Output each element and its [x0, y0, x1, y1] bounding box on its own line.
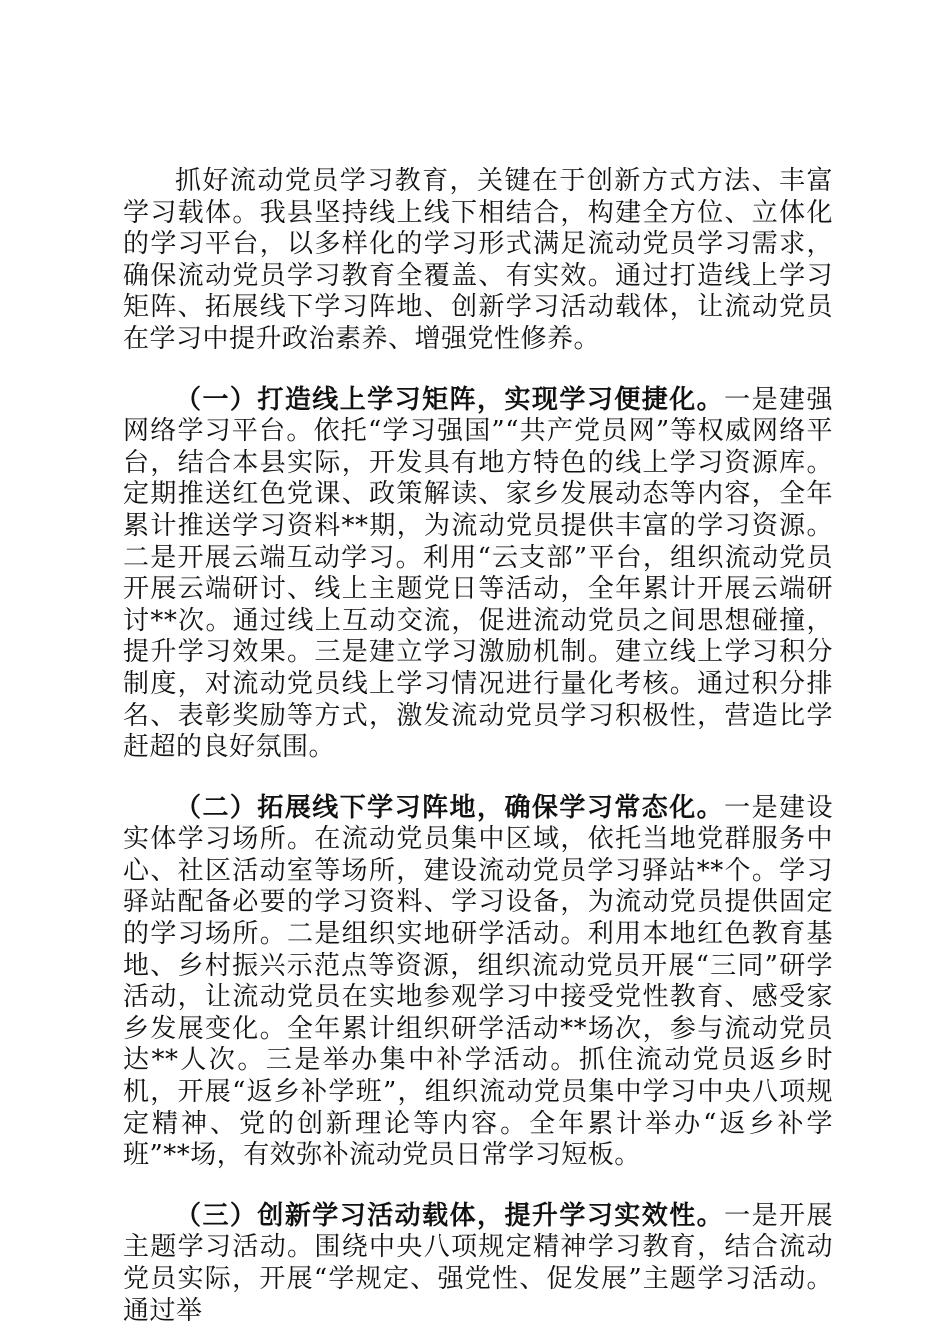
section-3-heading: （三）创新学习活动载体，提升学习实效性。: [175, 1200, 725, 1231]
section-2-heading: （二）拓展线下学习阵地，确保学习常态化。: [175, 792, 725, 823]
section-3-text: 一是开展主题学习活动。围绕中央八项规定精神学习教育，结合流动党员实际，开展“学规定、强党性、促发展”主题学习活动。通过举: [123, 1200, 833, 1326]
paragraph-intro-text: 抓好流动党员学习教育，关键在于创新方式方法、丰富学习载体。我县坚持线上线下相结合，构建全方位、立体化的学习平台，以多样化的学习形式满足流动党员学习需求，确保流动党员学习教育全覆盖、有实效。通过打造线上学习矩阵、拓展线下学习阵地、创新学习活动载体，让流动党员在学习中提升政治素养、增强党性修养。: [123, 166, 833, 354]
section-2-text: 一是建设实体学习场所。在流动党员集中区域，依托当地党群服务中心、社区活动室等场所，建设流动党员学习驿站**个。学习驿站配备必要的学习资料、学习设备，为流动党员提供固定的学习场所。二是组织实地研学活动。利用本地红色教育基地、乡村振兴示范点等资源，组织流动党员开展“三同”研学活动，让流动党员在实地参观学习中接受党性教育、感受家乡发展变化。全年累计组织研学活动**场次，参与流动党员达**人次。三是举办集中补学活动。抓住流动党员返乡时机，开展“返乡补学班”，组织流动党员集中学习中央八项规定精神、党的创新理论等内容。全年累计举办“返乡补学班”**场，有效弥补流动党员日常学习短板。: [123, 792, 833, 1171]
paragraph-intro: [123, 166, 833, 356]
section-1-text: 一是建强网络学习平台。依托“学习强国”“共产党员网”等权威网络平台，结合本县实际，开发具有地方特色的线上学习资源库。定期推送红色党课、政策解读、家乡发展动态等内容，全年累计推送学习资料**期，为流动党员提供丰富的学习资源。二是开展云端互动学习。利用“云支部”平台，组织流动党员开展云端研讨、线上主题党日等活动，全年累计开展云端研讨**次。通过线上互动交流，促进流动党员之间思想碰撞，提升学习效果。三是建立学习激励机制。建立线上学习积分制度，对流动党员线上学习情况进行量化考核。通过积分排名、表彰奖励等方式，激发流动党员学习积极性，营造比学赶超的良好氛围。: [123, 384, 833, 763]
paragraph-section-3: [123, 1201, 833, 1327]
paragraph-section-1: [123, 385, 833, 764]
section-1-heading: （一）打造线上学习矩阵，实现学习便捷化。: [175, 384, 725, 415]
paragraph-section-2: [123, 793, 833, 1172]
document-body: [123, 166, 833, 1327]
